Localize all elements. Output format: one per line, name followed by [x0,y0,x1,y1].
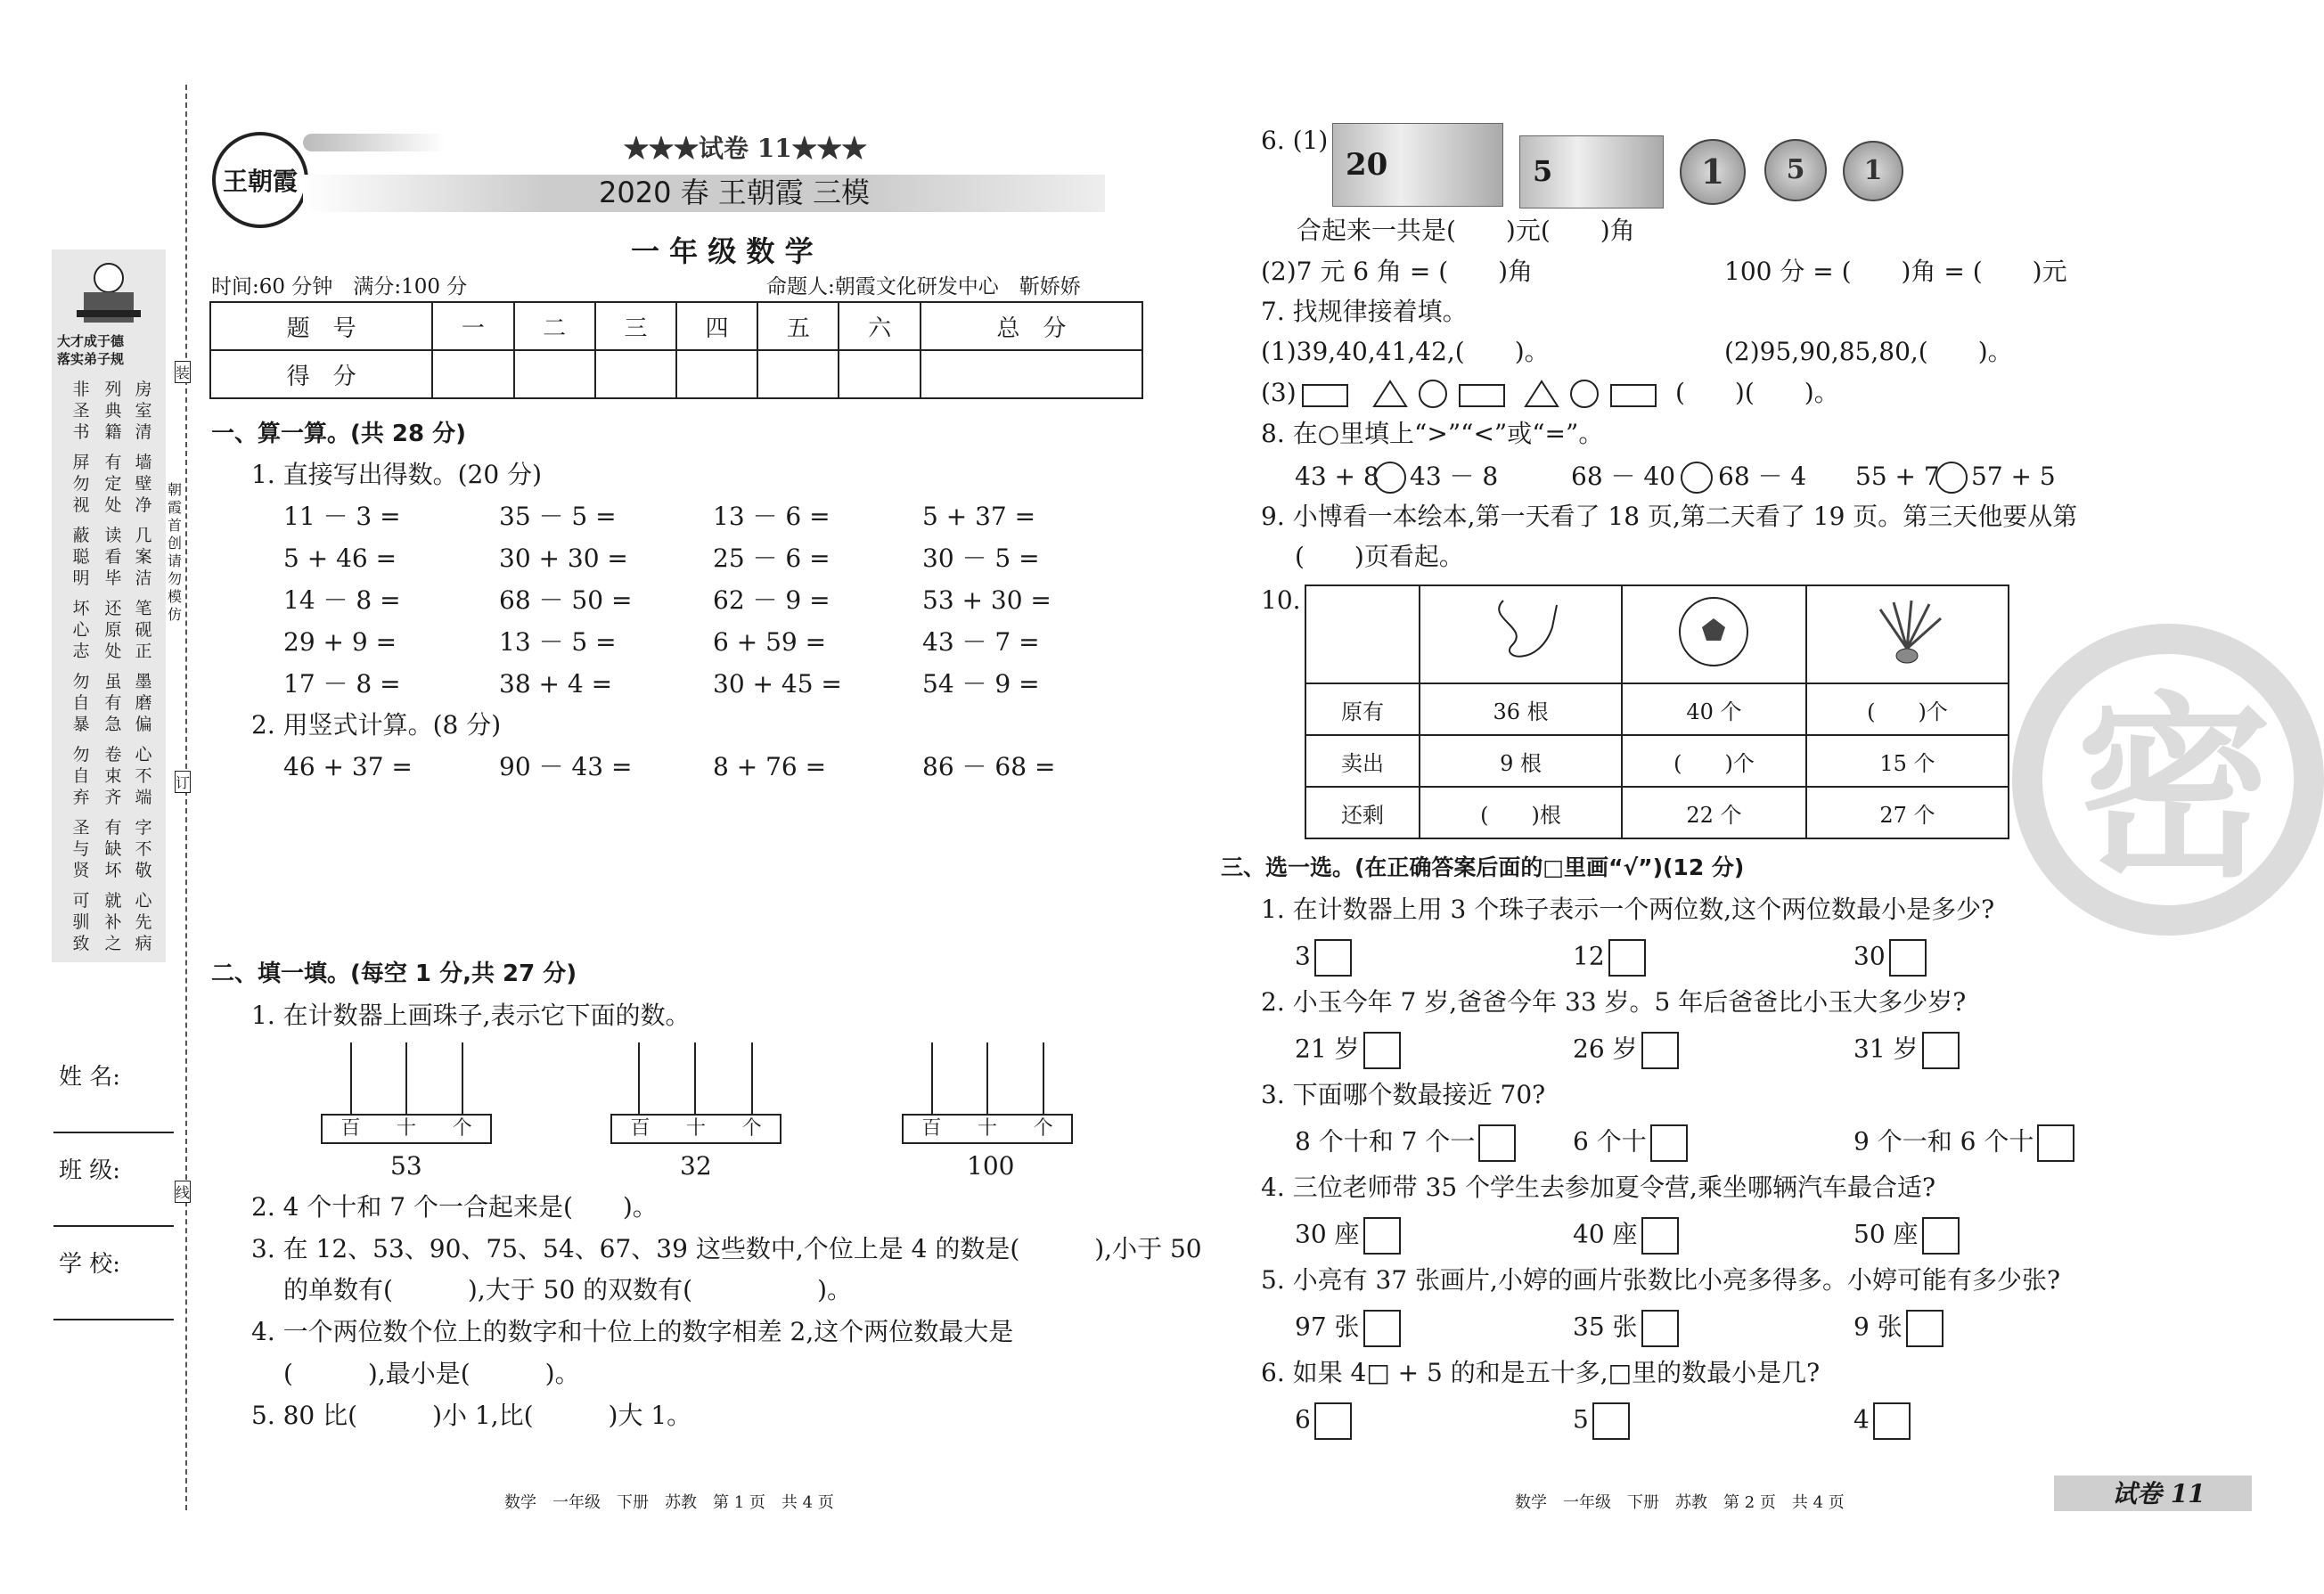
q8-item: 43 － 8 [1410,462,1499,491]
q6-line2b: 100 分 = ( )角 = ( )元 [1724,257,2067,286]
choice-option-label: 9 个一和 6 个十 [1853,1126,2034,1157]
side-verse: 几案洁 [135,526,152,588]
q10-cell: 27 个 [1806,787,2009,838]
school-label: 学 校: [59,1251,121,1278]
side-motto-1: 大才成于德 [57,333,125,349]
score-header-cell: 一 [432,302,513,350]
q6-line1: 合起来一共是( )元( )角 [1297,216,1635,245]
choice-option [1295,1402,1352,1440]
abacus-rod [405,1042,407,1114]
q7-c-suffix: ( )( )。 [1675,378,1839,407]
choice-question: 6. 如果 4□ + 5 的和是五十多,□里的数最小是几? [1261,1358,1821,1387]
mental-math-item: 29 + 9 = [283,627,397,657]
q10-table [1305,584,2009,839]
vertical-calc-item: 90 － 43 = [499,752,633,781]
side-verse: 墨磨偏 [135,672,152,734]
score-header-cell: 二 [514,302,595,350]
compare-circle[interactable] [1935,462,1968,494]
class-label: 班 级: [59,1157,121,1184]
choice-option-label: 35 张 [1573,1312,1638,1342]
coin-value: 1 [1863,155,1883,186]
coin-1-yuan-icon [1680,139,1746,205]
answer-checkbox[interactable] [1889,939,1927,977]
choice-option [1853,1402,1911,1440]
banknote-20-icon [1332,123,1503,207]
choice-option [1573,1217,1679,1255]
score-cell[interactable] [514,350,595,398]
choice-option [1573,1402,1630,1440]
q6-label: 6. (1) [1261,126,1329,155]
q10-cell: 40 个 [1622,683,1806,735]
q10-blank-cell [1305,585,1420,683]
section2-q3-line1: 3. 在 12、53、90、75、54、67、39 这些数中,个位上是 4 的数是( ),小于 50 [251,1234,1202,1263]
score-cell[interactable] [676,350,757,398]
choice-option [1853,939,1927,977]
choice-option [1295,1032,1401,1069]
choice-option [1573,1124,1688,1162]
mental-math-item: 25 － 6 = [713,544,831,573]
coin-value: 5 [1786,154,1805,185]
abacus-rod [350,1042,352,1114]
choice-option [1573,1032,1679,1069]
q8-item: 55 + 7 [1855,462,1940,491]
side-verse: 就补之 [104,891,122,953]
q10-cell: 15 个 [1806,735,2009,787]
answer-checkbox[interactable] [1641,1217,1679,1255]
side-verse: 心先病 [135,891,152,953]
soccer-ball-icon [1622,585,1806,683]
class-line[interactable] [53,1225,174,1227]
side-verse: 有缺坏 [104,818,122,880]
choice-option-label: 8 个十和 7 个一 [1295,1126,1476,1157]
answer-checkbox[interactable] [1922,1217,1960,1255]
q10-label: 10. [1261,585,1301,615]
side-verse: 虽有急 [104,672,122,734]
choice-option-label: 26 岁 [1573,1034,1638,1064]
binding-mark-1: 装 [175,361,191,383]
q10-cell: 36 根 [1420,683,1622,735]
shape-sequence [1301,378,1675,410]
side-verse: 非圣书 [72,380,90,442]
score-header-cell: 题 号 [210,302,432,350]
q8-item: 68 － 40 [1571,462,1676,491]
abacus-rod [986,1042,988,1114]
name-label: 姓 名: [59,1064,121,1091]
side-verse: 蔽聪明 [72,526,90,588]
seal-char: 密 [2076,673,2273,903]
abacus-label: 百 [340,1117,361,1140]
side-verse: 列典籍 [104,380,122,442]
exam-title: 2020 春 王朝霞 三模 [599,176,870,209]
side-verse: 勿自暴 [72,672,90,734]
side-verse: 字不敬 [135,818,152,880]
vertical-calc-item: 86 － 68 = [922,752,1056,781]
answer-checkbox[interactable] [1906,1310,1943,1347]
choice-option-label: 30 [1853,941,1886,971]
score-cell[interactable] [757,350,839,398]
choice-option [1295,939,1352,977]
choice-option-label: 5 [1573,1404,1589,1435]
score-header-cell: 五 [757,302,839,350]
choice-option-label: 30 座 [1295,1219,1360,1249]
q10-row-label: 卖出 [1305,735,1420,787]
mental-math-item: 38 + 4 = [499,669,613,699]
compare-circle[interactable] [1681,462,1713,494]
score-cell[interactable] [921,350,1142,398]
abacus-number: 100 [967,1151,1015,1181]
q7-a: (1)39,40,41,42,( )。 [1261,337,1550,366]
choice-option-label: 97 张 [1295,1312,1360,1342]
author-info: 命题人:朝霞文化研发中心 靳娇娇 [766,275,1081,298]
side-verse: 还原处 [104,599,122,661]
binding-mark-3: 线 [175,1181,191,1203]
banknote-5-icon [1519,135,1664,208]
choice-option [1573,1310,1679,1347]
score-row-label: 得 分 [210,350,432,398]
abacus-frame[interactable] [321,1114,492,1144]
q6-line2a: (2)7 元 6 角 = ( )角 [1261,257,1534,286]
choice-option [1853,1217,1960,1255]
mental-math-item: 6 + 59 = [713,627,827,657]
answer-checkbox[interactable] [2037,1124,2074,1162]
mental-math-item: 30 + 45 = [713,669,842,699]
mental-math-item: 30 + 30 = [499,544,628,573]
section2-q4-line1: 4. 一个两位数个位上的数字和十位上的数字相差 2,这个两位数最大是 [251,1317,1014,1346]
choice-option [1295,1217,1401,1255]
shuttlecock-icon [1806,585,2009,683]
logo [212,132,308,228]
choice-option-label: 3 [1295,941,1311,971]
score-cell[interactable] [432,350,513,398]
vertical-calc-item: 46 + 37 = [283,752,413,781]
q7-b: (2)95,90,85,80,( )。 [1724,337,2013,366]
side-verse: 房室清 [135,380,152,442]
choice-question: 5. 小亮有 37 张画片,小婷的画片张数比小亮多得多。小婷可能有多少张? [1261,1265,2060,1295]
jump-rope-icon [1420,585,1622,683]
banknote-value: 5 [1533,154,1553,188]
ribbon-decoration [303,134,446,151]
answer-checkbox[interactable] [1650,1124,1688,1162]
choice-option-label: 4 [1853,1404,1870,1435]
score-table [209,301,1143,399]
mental-math-item: 68 － 50 = [499,585,633,615]
mental-math-item: 30 － 5 = [922,544,1040,573]
side-figure-icon [71,258,146,328]
mental-math-item: 43 － 7 = [922,627,1040,657]
answer-checkbox[interactable] [1641,1032,1679,1069]
side-verse: 可驯致 [72,891,90,953]
section1-q2: 2. 用竖式计算。(8 分) [251,710,502,740]
section2-title: 二、填一填。(每空 1 分,共 27 分) [211,960,577,987]
corner-tag: 试卷 11 [2112,1479,2205,1508]
exam-number: ★★★试卷 11★★★ [624,134,867,163]
name-line[interactable] [53,1132,174,1133]
side-verse: 有定处 [104,453,122,515]
side-verse: 墙壁净 [135,453,152,515]
section2-q5: 5. 80 比( )小 1,比( )大 1。 [251,1401,692,1430]
mental-math-item: 11 － 3 = [283,502,401,531]
side-motto-2: 落实弟子规 [57,351,125,367]
coin-value: 1 [1700,151,1725,192]
compare-circle[interactable] [1374,462,1406,494]
banknote-value: 20 [1346,147,1388,183]
abacus-label: 个 [452,1117,472,1140]
q9-line1: 9. 小博看一本绘本,第一天看了 18 页,第二天看了 19 页。第三天他要从第 [1261,502,2078,531]
right-footer: 数学 一年级 下册 苏教 第 2 页 共 4 页 [1515,1493,1845,1512]
mental-math-item: 14 － 8 = [283,585,401,615]
answer-checkbox[interactable] [1608,939,1646,977]
answer-checkbox[interactable] [1314,939,1352,977]
side-verse: 心不端 [135,745,152,807]
q10-cell[interactable]: ( )个 [1622,735,1806,787]
mental-math-item: 5 + 37 = [922,502,1036,531]
time-info: 时间:60 分钟 满分:100 分 [211,275,468,298]
q8-item: 68 － 4 [1718,462,1807,491]
choice-option-label: 6 [1295,1404,1311,1435]
abacus-label: 百 [921,1117,942,1140]
binding-note: 朝霞首创 请勿模仿 [168,481,183,623]
q10-cell[interactable]: ( )根 [1420,787,1622,838]
q10-cell: 9 根 [1420,735,1622,787]
answer-checkbox[interactable] [1592,1402,1630,1440]
q8-item: 57 + 5 [1971,462,2056,491]
choice-question: 3. 下面哪个数最接近 70? [1261,1080,1546,1109]
abacus-number: 32 [680,1151,712,1181]
q10-row-label: 还剩 [1305,787,1420,838]
abacus-number: 53 [390,1151,422,1181]
choice-option [1295,1124,1516,1162]
answer-checkbox[interactable] [1873,1402,1911,1440]
mental-math-item: 13 － 5 = [499,627,617,657]
binding-dotted-line [185,85,187,1510]
choice-question: 1. 在计数器上用 3 个珠子表示一个两位数,这个两位数最小是多少? [1261,895,1995,924]
mental-math-item: 53 + 30 = [922,585,1052,615]
side-verse: 笔砚正 [135,599,152,661]
abacus-rod [1043,1042,1044,1114]
side-verse: 勿自弃 [72,745,90,807]
abacus-rod [694,1042,696,1114]
score-header-cell: 三 [595,302,676,350]
abacus-label: 十 [396,1117,416,1140]
abacus-label: 百 [630,1117,651,1140]
abacus-frame[interactable] [902,1114,1073,1144]
choice-question: 2. 小玉今年 7 岁,爸爸今年 33 岁。5 年后爸爸比小玉大多少岁? [1261,987,1967,1017]
side-verse: 坏心志 [72,599,90,661]
score-header-cell: 四 [676,302,757,350]
q9-line2: ( )页看起。 [1295,542,1464,571]
mental-math-item: 13 － 6 = [713,502,831,531]
mental-math-item: 62 － 9 = [713,585,831,615]
side-verse: 屏勿视 [72,453,90,515]
answer-checkbox[interactable] [1363,1032,1401,1069]
answer-checkbox[interactable] [1922,1032,1960,1069]
section1-title: 一、算一算。(共 28 分) [211,421,467,447]
coin-5-jiao-icon [1764,139,1827,201]
choice-option [1573,939,1646,977]
answer-checkbox[interactable] [1363,1310,1401,1347]
abacus-rod [638,1042,640,1114]
section2-q1: 1. 在计数器上画珠子,表示它下面的数。 [251,1001,691,1030]
answer-checkbox[interactable] [1314,1402,1352,1440]
q8: 8. 在○里填上“>”“<”或“=”。 [1261,419,1604,448]
choice-question: 4. 三位老师带 35 个学生去参加夏令营,乘坐哪辆汽车最合适? [1261,1173,1935,1202]
abacus-label: 个 [741,1117,762,1140]
abacus-label: 十 [977,1117,997,1140]
score-header-cell: 六 [839,302,920,350]
choice-option-label: 12 [1573,941,1605,971]
abacus-rod [462,1042,463,1114]
choice-option-label: 50 座 [1853,1219,1919,1249]
score-cell[interactable] [839,350,920,398]
coin-1-jiao-icon [1843,141,1903,201]
choice-option [1853,1032,1960,1069]
section2-q2: 2. 4 个十和 7 个一合起来是( )。 [251,1192,658,1222]
abacus-rod [751,1042,753,1114]
choice-option [1853,1124,2074,1162]
subject-title: 一 年 级 数 学 [631,234,814,268]
choice-option-label: 40 座 [1573,1219,1638,1249]
section1-q1: 1. 直接写出得数。(20 分) [251,460,542,489]
score-header-cell: 总 分 [921,302,1142,350]
choice-option [1853,1310,1943,1347]
q8-item: 43 + 8 [1295,462,1379,491]
choice-option [1295,1310,1401,1347]
school-line[interactable] [53,1319,174,1320]
logo-text: 王朝霞 [222,167,298,196]
answer-checkbox[interactable] [1478,1124,1516,1162]
q7: 7. 找规律接着填。 [1261,297,1468,326]
abacus-rod [931,1042,933,1114]
side-verse: 卷束齐 [104,745,122,807]
q10-cell: 22 个 [1622,787,1806,838]
choice-option-label: 9 张 [1853,1312,1903,1342]
side-verse: 圣与贤 [72,818,90,880]
section2-q3-line2: 的单数有( ),大于 50 的双数有( )。 [283,1275,853,1304]
choice-option-label: 31 岁 [1853,1034,1919,1064]
q10-row-label: 原有 [1305,683,1420,735]
mental-math-item: 5 + 46 = [283,544,397,573]
answer-checkbox[interactable] [1641,1310,1679,1347]
abacus-frame[interactable] [610,1114,781,1144]
section2-q4-line2: ( ),最小是( )。 [283,1359,580,1388]
abacus-label: 个 [1033,1117,1053,1140]
section3-title: 三、选一选。(在正确答案后面的□里画“√”)(12 分) [1221,854,1745,880]
q10-cell[interactable]: ( )个 [1806,683,2009,735]
answer-checkbox[interactable] [1363,1217,1401,1255]
binding-mark-2: 订 [175,771,191,793]
side-verse: 读看毕 [104,526,122,588]
choice-option-label: 21 岁 [1295,1034,1360,1064]
q7-c-prefix: (3) [1261,378,1297,407]
vertical-calc-item: 8 + 76 = [713,752,827,781]
mental-math-item: 35 － 5 = [499,502,617,531]
abacus-label: 十 [685,1117,706,1140]
score-cell[interactable] [595,350,676,398]
mental-math-item: 54 － 9 = [922,669,1040,699]
mental-math-item: 17 － 8 = [283,669,401,699]
choice-option-label: 6 个十 [1573,1126,1647,1157]
left-footer: 数学 一年级 下册 苏教 第 1 页 共 4 页 [504,1493,834,1512]
